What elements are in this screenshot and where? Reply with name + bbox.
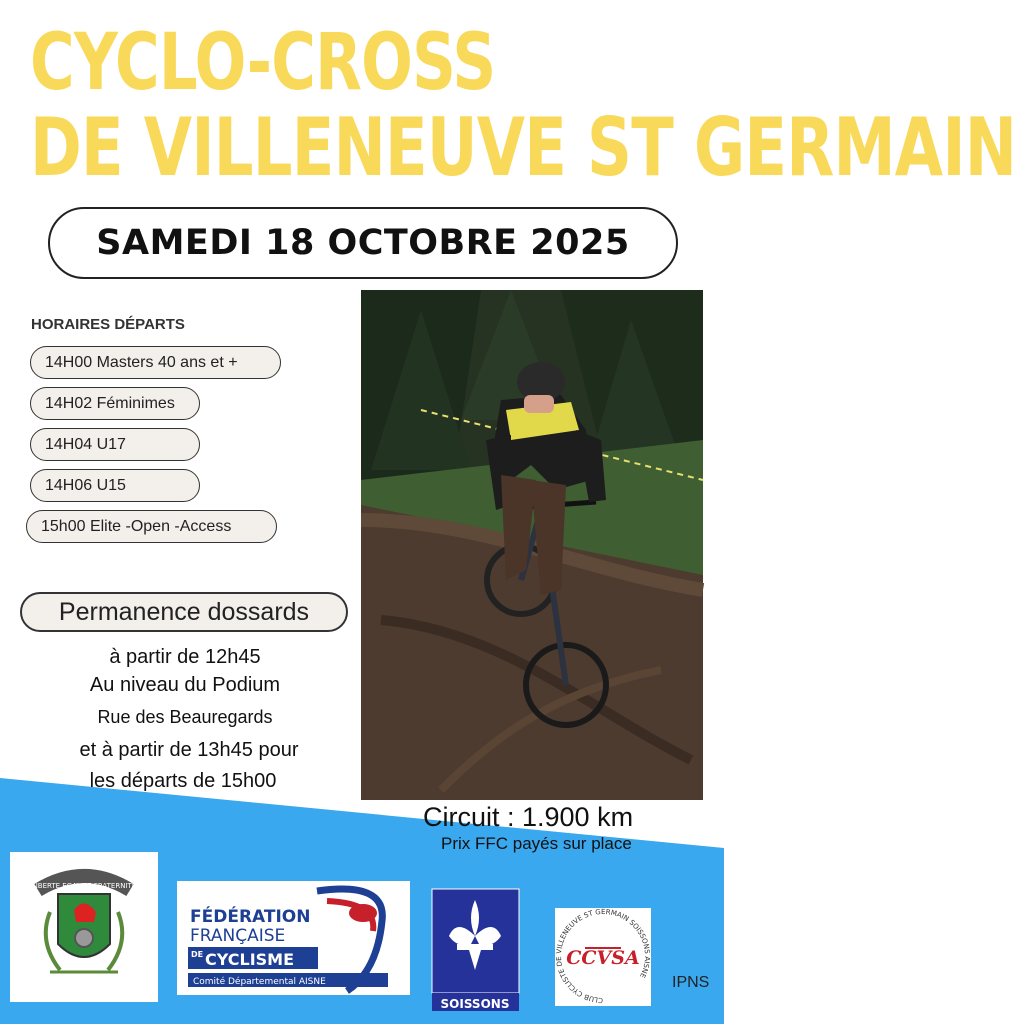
soissons-label: SOISSONS	[440, 997, 510, 1011]
event-title-line2: DE VILLENEUVE ST GERMAIN	[30, 101, 1016, 194]
bib-pickup-line: Au niveau du Podium	[89, 674, 281, 696]
ffc-line2: FRANÇAISE	[190, 926, 286, 946]
bib-pickup-heading: Permanence dossards	[20, 592, 348, 632]
town-crest-logo	[10, 852, 158, 1002]
event-date: SAMEDI 18 OCTOBRE 2025	[96, 223, 630, 263]
cyclist-photo	[361, 290, 703, 800]
ipns-label: IPNS	[672, 974, 710, 991]
bib-pickup-line: Rue des Beauregards	[97, 707, 273, 727]
event-title-line1: CYCLO-CROSS	[30, 18, 496, 108]
schedule-item: 14H04 U17	[30, 428, 200, 461]
schedule-item: 15h00 Elite -Open -Access	[26, 510, 277, 543]
crest-motto: LIBERTE EGALITE FRATERNITE	[31, 882, 137, 890]
schedule-heading: HORAIRES DÉPARTS	[31, 316, 185, 333]
ffc-line1: FÉDÉRATION	[190, 907, 311, 927]
ffc-committee: Comité Départemental AISNE	[193, 977, 326, 987]
circuit-distance: Circuit : 1.900 km	[423, 802, 634, 832]
bib-pickup-line: à partir de 12h45	[109, 646, 261, 668]
bib-pickup-line: et à partir de 13h45 pour	[79, 739, 299, 761]
schedule-item: 14H06 U15	[30, 469, 200, 502]
ffc-de: DE	[191, 950, 204, 959]
schedule-item: 14H00 Masters 40 ans et +	[30, 346, 281, 379]
prize-info: Prix FFC payés sur place	[441, 834, 632, 853]
schedule-item: 14H02 Féminimes	[30, 387, 200, 420]
ffc-logo	[177, 881, 410, 995]
date-banner	[48, 207, 678, 279]
club-ring-text: CLUB CYCLISTE DE VILLENEUVE ST GERMAIN SOISSONS AISNE	[555, 908, 651, 1005]
ffc-line3: CYCLISME	[205, 950, 295, 969]
club-initials: CCVSA	[566, 947, 640, 969]
bib-pickup-line: les départs de 15h00	[89, 770, 277, 792]
club-ccvsa-logo	[555, 908, 651, 1006]
soissons-logo	[431, 888, 520, 1012]
